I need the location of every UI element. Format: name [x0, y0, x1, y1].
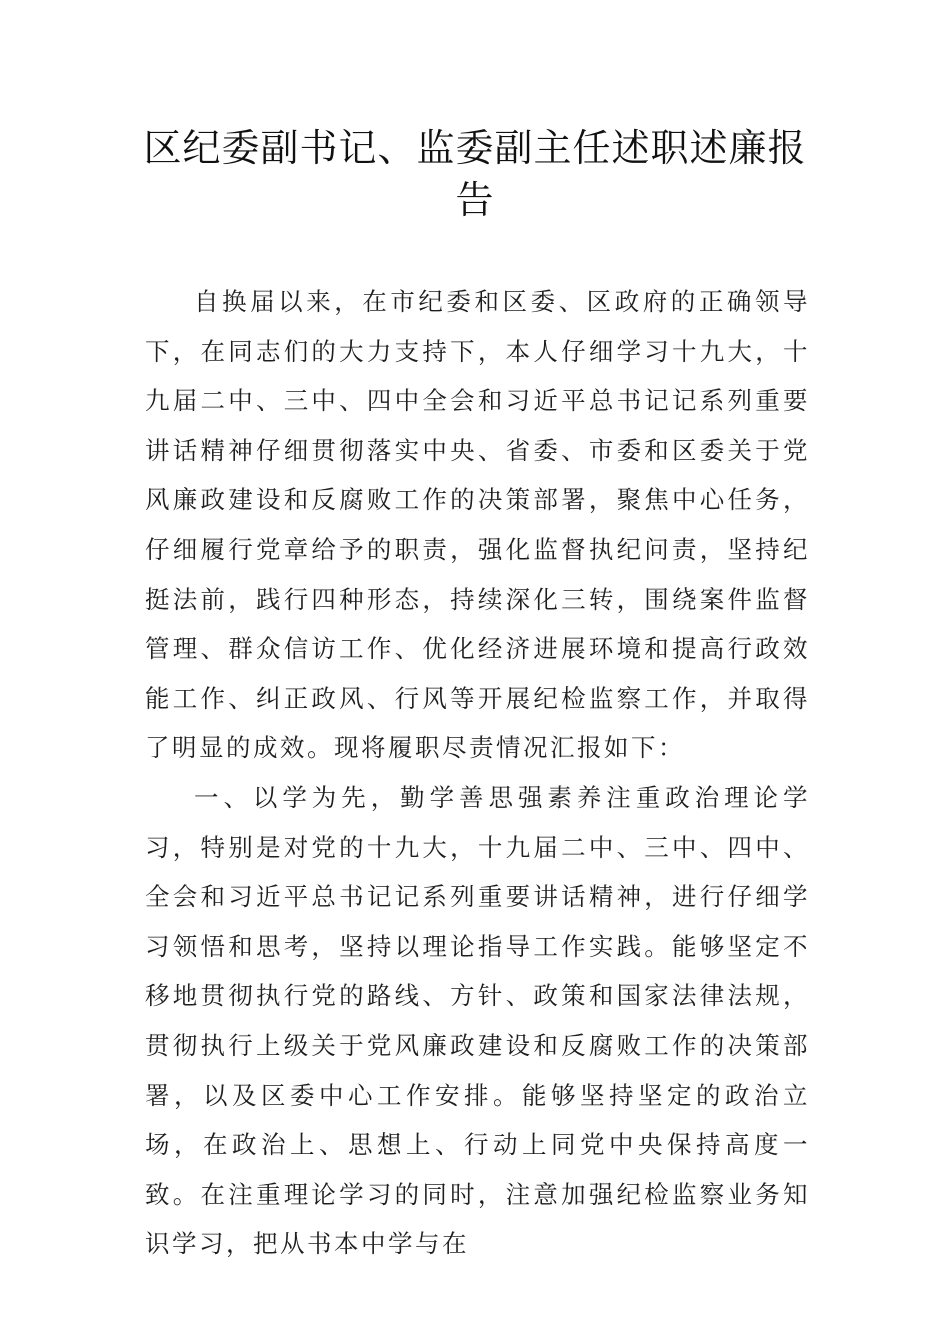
document-title: 区纪委副书记、监委副主任述职述廉报告 — [143, 126, 807, 222]
paragraph-intro: 自换届以来，在市纪委和区委、区政府的正确领导下，在同志们的大力支持下，本人仔细学习十九大，十九届二中、三中、四中全会和习近平总书记记系列重要讲话精神仔细贯彻落实中央、省委、市委和区委关于党风廉政建设和反腐败工作的决策部署，聚焦中心任务，仔细履行党章给予的职责，强化监督执纪问责，坚持纪挺法前，践行四种形态，持续深化三转，围绕案件监督管理、群众信访工作、优化经济进展环境和提高行政效能工作、纠正政风、行风等开展纪检监察工作，并取得了明显的成效。现将履职尽责情况汇报如下： — [145, 287, 810, 763]
document-body — [145, 277, 810, 1269]
paragraph-section-one: 一、以学为先，勤学善思强素养注重政治理论学习，特别是对党的十九大，十九届二中、三中、四中、全会和习近平总书记记系列重要讲话精神，进行仔细学习领悟和思考，坚持以理论指导工作实践。能够坚定不移地贯彻执行党的路线、方针、政策和国家法律法规，贯彻执行上级关于党风廉政建设和反腐败工作的决策部署，以及区委中心工作安排。能够坚持坚定的政治立场，在政治上、思想上、行动上同党中央保持高度一致。在注重理论学习的同时，注意加强纪检监察业务知识学习，把从书本中学与在 — [145, 782, 810, 1259]
